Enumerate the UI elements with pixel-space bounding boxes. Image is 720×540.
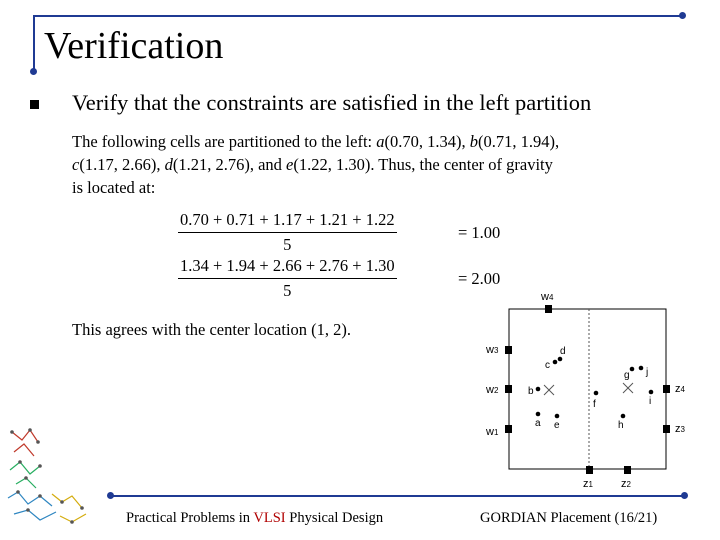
cell-label-c: c [545,360,550,371]
cell-label-e: e [554,420,560,431]
pad-label-w1: w1 [486,426,499,438]
cell-label-d: d [560,346,566,357]
cell-j [639,366,644,371]
pad-label-z1: z1 [583,478,593,490]
bullet-square-icon [30,100,39,109]
equation-x-denominator: 5 [178,232,397,255]
pad-w2 [505,385,512,393]
cell-b-label: b [469,132,478,151]
cell-c-label: c [72,155,80,174]
cell-label-h: h [618,420,624,431]
cell-a-value: (0.70, 1.34), [384,132,470,151]
cell-b-value: (0.71, 1.94), [478,132,560,151]
equation-y-result: = 2.00 [458,269,501,288]
pad-z4 [663,385,670,393]
pad-label-w4: w4 [541,291,554,303]
cell-g [630,367,635,372]
circuit-logo-icon [0,422,100,532]
pad-z3 [663,425,670,433]
equation-y-denominator: 5 [178,278,397,301]
cell-f [594,391,599,396]
cell-a [536,412,541,417]
paragraph-conclusion: This agrees with the center location (1, 2). [72,320,352,339]
pad-label-w2: w2 [486,384,499,396]
footer-right: GORDIAN Placement (16/21) [480,510,658,526]
cell-a-label: a [376,132,385,151]
cell-c [553,360,558,365]
paragraph-cells [72,130,692,199]
cell-d [558,357,563,362]
cell-d-label: d [164,155,173,174]
frame-top-right-dot [679,12,686,19]
footer-line [110,495,685,497]
frame-top-line [33,15,683,17]
pad-label-z4: z4 [675,383,685,395]
footer-right-dot [681,492,688,499]
pad-z2 [624,466,631,474]
left-center-cross-icon [544,385,554,395]
right-center-cross-icon [623,383,633,393]
para-line1-text: The following cells are partitioned to the left: [72,132,377,151]
pad-label-z3: z3 [675,423,685,435]
equation-x-fraction [178,210,397,255]
pad-label-z2: z2 [621,478,631,490]
footer-left-pre: Practical Problems in [126,510,254,526]
equation-y-fraction [178,256,397,301]
pad-w3 [505,346,512,354]
frame-left-bottom-dot [30,68,37,75]
footer-left-post: Physical Design [285,510,384,526]
para-line3: is located at: [72,178,156,197]
pad-w4 [545,305,552,313]
cell-label-i: i [649,396,652,407]
bullet-text: Verify that the constraints are satisfied in the left partition [72,90,592,115]
cell-c-value: (1.17, 2.66), [79,155,165,174]
pad-label-w3: w3 [486,344,499,356]
cell-e-label: e [286,155,294,174]
footer-left-dot [107,492,114,499]
cell-e-value: (1.22, 1.30). Thus, the center of gravity [293,155,553,174]
equation-y-numerator: 1.34 + 1.94 + 2.66 + 2.76 + 1.30 [180,256,395,275]
pad-z1 [586,466,593,474]
cell-e [555,414,560,419]
equation-x-result: = 1.00 [458,223,501,242]
cell-d-value: (1.21, 2.76), and [172,155,287,174]
cell-b [536,387,541,392]
frame-left-line [33,15,35,72]
slide-title: Verification [44,25,224,67]
cell-label-b: b [528,386,534,397]
cell-i [649,390,654,395]
cell-label-j: j [646,367,649,378]
pad-w1 [505,425,512,433]
footer-left-highlight: VLSI [253,510,286,526]
cell-label-g: g [624,370,630,381]
footer-left [126,510,383,527]
cell-label-f: f [593,399,596,410]
cell-h [621,414,626,419]
equation-x-numerator: 0.70 + 0.71 + 1.17 + 1.21 + 1.22 [180,210,395,229]
cell-label-a: a [535,418,541,429]
